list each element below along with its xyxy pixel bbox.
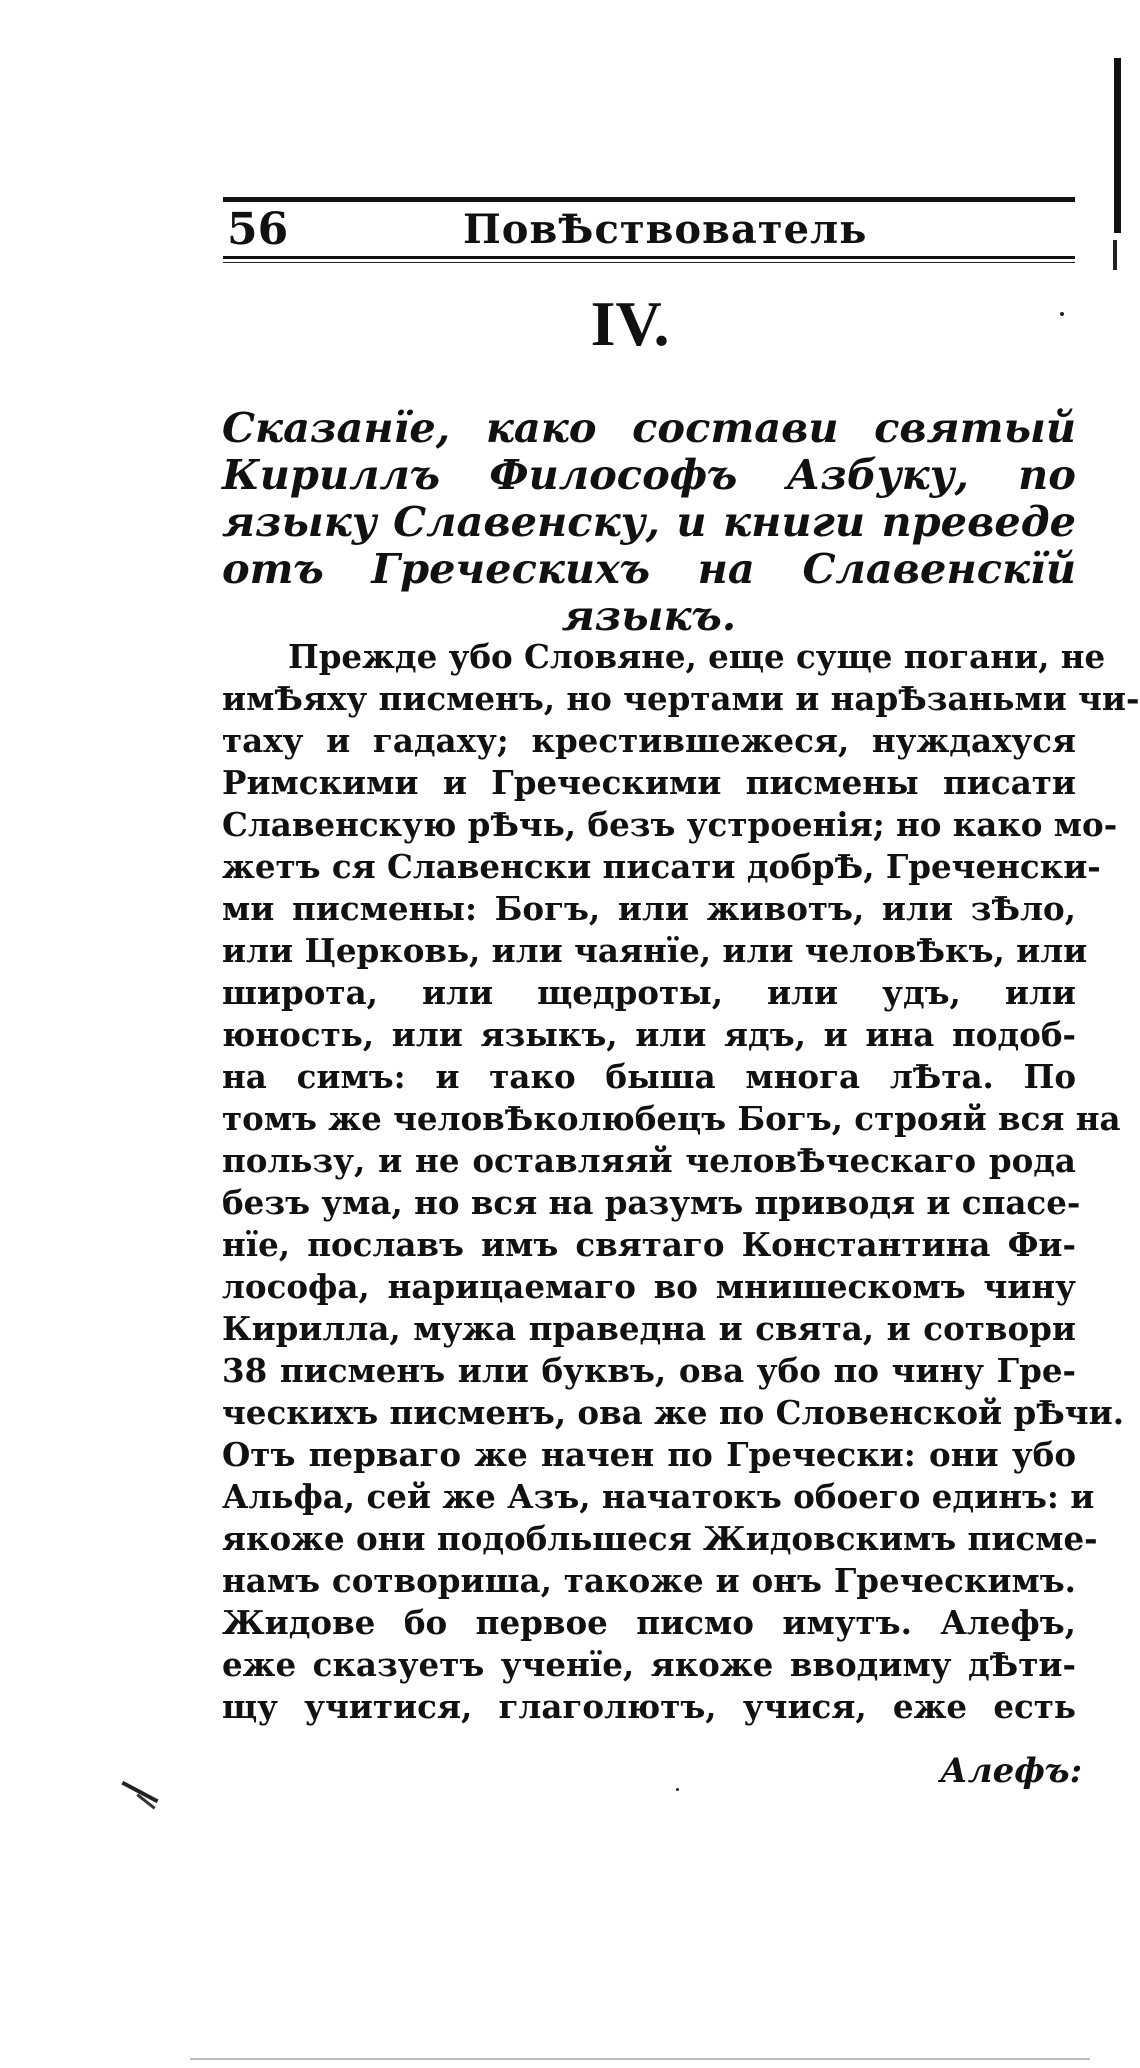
body-line: Кирилла, мужа праведна и свята, и сотвори (222, 1309, 1076, 1348)
header-top-rule (223, 197, 1075, 202)
body-line: Жидове бо первое писмо имутъ. Алефъ, (222, 1603, 1076, 1642)
body-line: Отъ перваго же начен по Гречески: они убо (222, 1435, 1076, 1474)
scan-edge-mark (1113, 240, 1117, 270)
body-line: лософа, нарицаемаго во мнишескомъ чину (222, 1267, 1076, 1306)
chapter-numeral: IV. (590, 288, 670, 359)
scan-edge-shadow (1114, 58, 1121, 233)
body-line: ческихъ писменъ, ова же по Словенской рѢчи. (222, 1393, 1125, 1432)
scan-bottom-edge (190, 2058, 1090, 2060)
catchword: Алефъ: (940, 1751, 1083, 1791)
body-line: безъ ума, но вся на разумъ приводя и спасе- (222, 1183, 1081, 1222)
body-line: томъ же человѢколюбецъ Богъ, строяй вся на (222, 1099, 1121, 1138)
body-line: Прежде убо Словяне, еще суще погани, не (288, 637, 1106, 676)
ink-speck (676, 1788, 679, 1791)
page-number: 56 (227, 204, 289, 255)
body-line: широта, или щедроты, или удъ, или (222, 973, 1076, 1012)
header-bottom-hairline (223, 262, 1075, 263)
body-line: юность, или языкъ, или ядъ, и ина подоб- (222, 1015, 1076, 1054)
chapter-title: Сказанїе, како состави святый Кириллъ Философъ Азбуку, по языку Славенску, и книги преведе отъ Греческихъ на Славенскїй языкъ. (222, 403, 1076, 640)
running-head: ПовѢствователь (463, 206, 868, 253)
body-line: Альфа, сей же Азъ, начатокъ обоего единъ: и (222, 1477, 1095, 1516)
body-text (222, 636, 1140, 1728)
page-header (223, 188, 1075, 268)
body-line: имѢяху писменъ, но чертами и нарѢзаньми чи- (222, 679, 1140, 718)
header-bottom-rule (223, 256, 1075, 259)
body-line: нїе, пославъ имъ святаго Константина Фи- (222, 1225, 1076, 1264)
body-line: пользу, и не оставляяй человѢческаго рода (222, 1141, 1076, 1180)
body-line: таху и гадаху; крестившежеся, нуждахуся (222, 721, 1076, 760)
body-line: намъ сотвориша, такоже и онъ Греческимъ. (222, 1561, 1076, 1600)
body-line: или Церковь, или чаянїе, или человѢкъ, или (222, 931, 1088, 970)
body-line: еже сказуетъ ученїе, якоже вводиму дѢти- (222, 1645, 1076, 1684)
body-line: ми писмены: Богъ, или животъ, или зѢло, (222, 889, 1076, 928)
body-line: Римскими и Греческими писмены писати (222, 763, 1076, 802)
scan-artifact (121, 1781, 158, 1803)
body-line: 38 писменъ или буквъ, ова убо по чину Гре- (222, 1351, 1076, 1390)
body-line: на симъ: и тако быша многа лѢта. По (222, 1057, 1076, 1096)
body-line: якоже они подобльшеся Жидовскимъ писме- (222, 1519, 1098, 1558)
body-line: жетъ ся Славенски писати добрѢ, Греченски- (222, 847, 1101, 886)
body-line: Славенскую рѢчь, безъ устроенія; но како мо- (222, 805, 1118, 844)
ink-speck (1060, 312, 1064, 316)
body-line: щу учитися, глаголютъ, учися, еже есть (222, 1687, 1076, 1726)
